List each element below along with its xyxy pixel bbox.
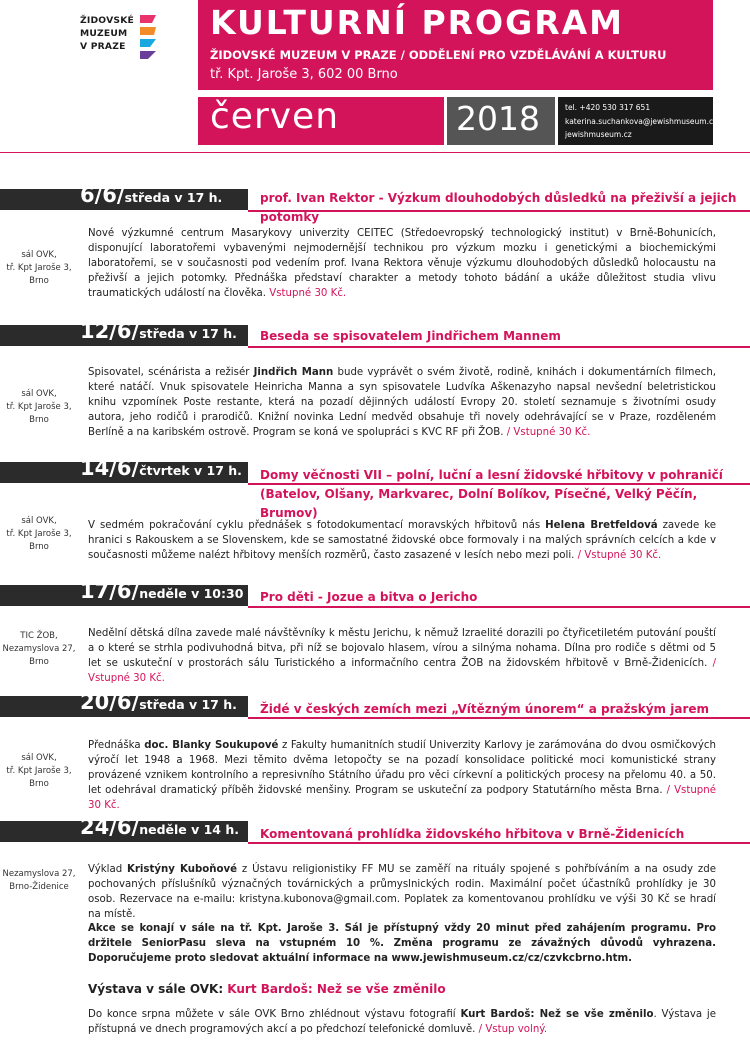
description-text: Nové výzkumné centrum Masarykovy univerzity CEITEC (Středoevropský technologický institut) v Brně-Bohunicích, disponující laboratořemi vybavenými nejmodernější technikou pro výzkum mozku i genetickými a biochemickými laboratořemi, se v současnosti pod vedením prof. Ivana Rektora věnuje výzkumu dlouhodobých důsledků holocaustu na přeživší a jejich potomky. Přednáška představí charakter a metody tohoto bádání a ukáže důležitost studia vlivu traumatických událostí na člověka.: [88, 228, 716, 299]
venue-line: Nezamyslova 27,: [2, 644, 76, 654]
event-venue: [0, 515, 78, 554]
event-time: středa v 17 h.: [124, 190, 223, 205]
exhibition-label: Výstava v sále OVK:: [88, 982, 228, 996]
venue-line: Brno: [29, 276, 49, 286]
event-description: [88, 365, 716, 440]
event-time: středa v 17 h.: [139, 326, 237, 341]
description-text: bude vyprávět o svém životě, rodině, knihách i dokumentárních filmech, které natáčí. Vnuk spisovatele Heinricha Manna a syn spisovatele Ludvíka Aškenazyho napsal nevšední beletristickou knihu vzpomínek Poste restante, která na pozadí dějinných událostí Evropy 20. století seznamuje s životními osudy autora, jeho rodičů i prarodičů. Knižní novinka Lední medvěd obsahuje tři novely odehrávající se v Praze, rozděleném Berlíně a na karibském ostrově. Program se koná ve spolupráci s KVC RF při ŽOB.: [88, 367, 717, 438]
event-venue: [0, 249, 78, 288]
venue-line: sál OVK,: [21, 389, 57, 399]
speaker-name: Helena Bretfeldová: [545, 520, 658, 531]
description-text: Do konce srpna můžete v sále OVK Brno zhlédnout výstavu fotografií: [88, 1009, 461, 1020]
event-date: 14/6/: [80, 456, 140, 480]
event-price: / Vstupné 30 Kč.: [506, 427, 591, 438]
venue-line: tř. Kpt Jaroše 3,: [6, 263, 72, 273]
exhibition-name: Kurt Bardoš: Než se vše změnilo: [460, 1009, 654, 1020]
contact-phone: tel. +420 530 317 651: [565, 103, 651, 112]
event-venue: [0, 868, 78, 894]
event-venue: [0, 630, 78, 669]
event-price: Vstupné 30 Kč.: [269, 288, 347, 299]
event-date: 17/6/: [80, 579, 140, 603]
divider: [0, 152, 750, 153]
venue-line: sál OVK,: [21, 753, 57, 763]
description-text: . Výstava je přístupná ve dnech programových akcí a po předchozí telefonické domluvě.: [88, 1009, 716, 1035]
event-price: / Vstupné 30 Kč.: [577, 550, 662, 561]
event-time: neděle v 14 h.: [139, 822, 239, 837]
logo-line: ŽIDOVSKÉ: [80, 15, 134, 26]
exhibition-heading: [88, 982, 446, 996]
event-title: prof. Ivan Rektor - Výzkum dlouhodobých důsledků na přeživší a jejich potomky: [260, 191, 737, 224]
exhibition-title: Kurt Bardoš: Než se vše změnilo: [227, 982, 446, 996]
event-description: [88, 862, 716, 922]
event-price: / Vstupné 30 Kč.: [88, 658, 716, 684]
event-title: Komentovaná prohlídka židovského hřbitova v Brně-Židenicích: [260, 827, 685, 841]
contact-info: [565, 101, 719, 142]
description-text: z Fakulty humanitních studií Univerzity Karlovy je zarámována do dvou osmičkových výročí let 1948 a 1968. Mezi těmito dvěma letopočty se na pozadí konsolidace politické moci komunistické strany provázené vznikem kontrolního a represivního Státního úřadu pro věci církevní a politických procesy na přelomu 40. a 50. let odehrával dramatický příběh židovské menšiny. Program se uskuteční za podpory Statutárního města Brna.: [88, 740, 716, 796]
event-date: 24/6/: [80, 815, 140, 839]
venue-line: tř. Kpt Jaroše 3,: [6, 402, 72, 412]
description-text: zavede ke hranici s Rakouskem a se Slovenskem, kde se samostatné židovské obce formovaly i na malých správních celcích a kde v současnosti můžeme nalézt hřbitovy menších rozměrů, často zasazené v lesích nebo mezi poli.: [88, 520, 716, 561]
speaker-name: doc. Blanky Soukupové: [144, 740, 279, 751]
title-line: (Batelov, Olšany, Markvarec, Dolní Bolíkov, Písečné, Velký Pěčín, Brumov): [260, 487, 698, 520]
description-text: V sedmém pokračování cyklu přednášek s fotodokumentací moravských hřbitovů nás: [88, 520, 546, 531]
venue-line: Brno: [29, 779, 49, 789]
event-title: Beseda se spisovatelem Jindřichem Mannem: [260, 329, 561, 343]
speaker-name: Jindřich Mann: [253, 367, 334, 378]
event-description: [88, 626, 716, 686]
venue-line: Brno: [29, 542, 49, 552]
venue-line: Brno-Židenice: [9, 882, 69, 892]
event-venue: [0, 388, 78, 427]
exhibition-price: / Vstup volný.: [478, 1024, 548, 1035]
event-time: středa v 17 h.: [139, 697, 237, 712]
venue-line: Nezamyslova 27,: [2, 869, 76, 879]
speaker-name: Kristýny Kuboňové: [127, 864, 238, 875]
venue-line: tř. Kpt Jaroše 3,: [6, 529, 72, 539]
page-title: KULTURNÍ PROGRAM: [210, 3, 624, 42]
description-text: Nedělní dětská dílna zavede malé návštěvníky k městu Jerichu, k němuž Izraelité dorazili po čtyřicetiletém putování pouští a o které se strhla podivuhodná bitva, při níž se bojovalo hlasem, vírou a silnýma nohama. Dílna pro rodiče s dětmi od 5 let se uskuteční v prostorách sálu Turistického a informačního centra ŽOB na židovském hřbitově v Brně-Židenicích.: [88, 628, 716, 669]
description-text: Spisovatel, scénárista a režisér: [88, 367, 254, 378]
description-text: z Ústavu religionistiky FF MU se zaměří na rituály spojené s pohřbíváním a na osudy zde pochovaných příslušníků význačných továrnických a průmyslnických rodin. Maximální počet účastníků prohlídky je 30 osob. Rezervace na e-mailu: kristyna.kubonova@gmail.com. Poplatek za komentovanou prohlídku ve výši 30 Kč se hradí na místě.: [88, 864, 716, 920]
logo-text: [80, 14, 140, 53]
event-price: / Vstupné 30 Kč.: [88, 785, 716, 811]
venue-line: sál OVK,: [21, 250, 57, 260]
event-title: Pro děti - Jozue a bitva o Jericho: [260, 590, 478, 604]
event-title: [260, 466, 750, 523]
venue-line: sál OVK,: [21, 516, 57, 526]
event-title: Židé v českých zemích mezi „Vítězným únorem“ a pražským jarem: [260, 702, 710, 716]
event-description: [88, 738, 716, 813]
header-address: tř. Kpt. Jaroše 3, 602 00 Brno: [210, 67, 398, 82]
event-date: 6/6/: [80, 183, 125, 207]
title-line: Domy věčnosti VII – polní, luční a lesní židovské hřbitovy v pohraničí: [260, 468, 723, 482]
event-venue: [0, 752, 78, 791]
venue-line: TIC ŽOB,: [20, 631, 58, 641]
event-description: [88, 518, 716, 563]
event-date: 12/6/: [80, 319, 140, 343]
venue-line: tř. Kpt Jaroše 3,: [6, 766, 72, 776]
description-text: Přednáška: [88, 740, 145, 751]
venue-line: Brno: [29, 657, 49, 667]
logo-line: V PRAZE: [80, 41, 126, 52]
description-text: Výklad: [88, 864, 127, 875]
contact-web: jewishmuseum.cz: [565, 130, 632, 139]
page-subtitle: ŽIDOVSKÉ MUZEUM V PRAZE / ODDĚLENÍ PRO VZDĚLÁVÁNÍ A KULTURU: [210, 48, 667, 62]
event-date: 20/6/: [80, 690, 140, 714]
contact-email: katerina.suchankova@jewishmuseum.cz,: [565, 116, 720, 126]
event-time: neděle v 10:30 h.: [139, 586, 262, 601]
month-label: červen: [210, 96, 340, 137]
year-label: 2018: [456, 99, 540, 138]
event-time: čtvrtek v 17 h.: [139, 463, 242, 478]
venue-line: Brno: [29, 415, 49, 425]
exhibition-description: [88, 1007, 716, 1037]
program-note: Akce se konají v sále na tř. Kpt. Jaroše 3. Sál je přístupný vždy 20 minut před zahájením programu. Pro držitele SeniorPasu sleva na vstupném 10 %. Změna programu ze závažných důvodů vyhrazena. Doporučujeme proto sledovat aktuální informace na www.jewishmuseum.cz/cz/czvkcbrno.htm.: [88, 923, 716, 964]
event-description: [88, 226, 716, 301]
logo-line: MUZEUM: [80, 28, 128, 39]
